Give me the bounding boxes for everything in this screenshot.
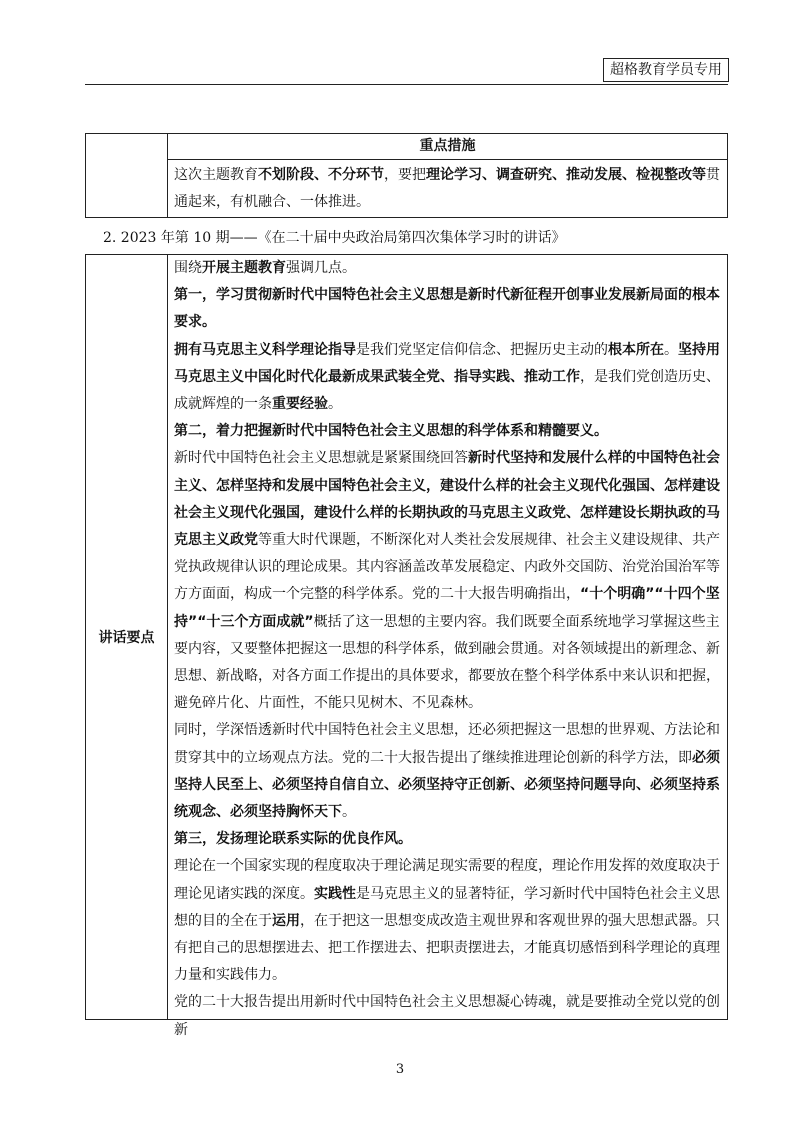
paragraph-heading: 第一，学习贯彻新时代中国特色社会主义思想是新时代新征程开创事业发展新局面的根本要求。 — [174, 287, 720, 331]
measures-content-cell — [168, 134, 728, 218]
paragraph: 党的二十大报告提出用新时代中国特色社会主义思想凝心铸魂，就是要推动全党以党的创新 — [174, 994, 720, 1038]
speech-body — [168, 255, 727, 1038]
speech-points-cell — [168, 255, 728, 1038]
paragraph: 拥有马克思主义科学理论指导是我们党坚定信仰信念、把握历史主动的根本所在。坚持用马克思主义中国化时代化最新成果武装全党、指导实践、推动工作，是我们党创造历史、成就辉煌的一条重要经验。 — [174, 341, 720, 413]
speech-table — [85, 254, 728, 1038]
paragraph: 新时代中国特色社会主义思想就是紧紧围绕回答新时代坚持和发展什么样的中国特色社会主义、怎样坚持和发展中国特色社会主义，建设什么样的社会主义现代化强国、怎样建设社会主义现代化强国，建设什么样的长期执政的马克思主义政党、怎样建设长期执政的马克思主义政党等重大时代课题，不断深化对人类社会发展规律、社会主义建设规律、共产党执政规律认识的理论成果。其内容涵盖改革发展稳定、内政外交国防、治党治国治军等方方面面，构成一个完整的科学体系。党的二十大报告明确指出，“十个明确”“十四个坚持”“十三个方面成就”概括了这一思想的主要内容。我们既要全面系统地学习掌握这些主要内容，又要整体把握这一思想的科学体系，做到融会贯通。对各领域提出的新理念、新思想、新战略，对各方面工作提出的具体要求，都要放在整个科学体系中来认识和把握，避免碎片化、片面性，不能只见树木、不见森林。 — [174, 450, 720, 712]
header-rule — [85, 84, 728, 85]
paragraph: 理论在一个国家实现的程度取决于理论满足现实需要的程度，理论作用发挥的效度取决于理论见诸实践的深度。实践性是马克思主义的显著特征，学习新时代中国特色社会主义思想的目的全在于运用，在于把这一思想变成改造主观世界和客观世界的强大思想武器。只有把自己的思想摆进去、把工作摆进去、把职责摆进去，才能真切感悟到科学理论的真理力量和实践伟力。 — [174, 858, 720, 984]
page-number: 3 — [395, 1062, 405, 1077]
paragraph: 同时，学深悟透新时代中国特色社会主义思想，还必须把握这一思想的世界观、方法论和贯穿其中的立场观点方法。党的二十大报告提出了继续推进理论创新的科学方法，即必须坚持人民至上、必须坚持自信自立、必须坚持守正创新、必须坚持问题导向、必须坚持系统观念、必须坚持胸怀天下。 — [174, 722, 720, 821]
section-caption: 2. 2023 年第 10 期——《在二十届中央政治局第四次集体学习时的讲话》 — [103, 230, 566, 246]
usage-badge: 超格教育学员专用 — [603, 58, 729, 82]
speech-points-label: 讲话要点 — [86, 255, 168, 1020]
measures-text: 这次主题教育不划阶段、不分环节，要把理论学习、调查研究、推动发展、检视整改等贯通起来，有机融合、一体推进。 — [174, 167, 720, 210]
measures-label-cell — [86, 134, 168, 218]
paragraph-heading: 第三，发扬理论联系实际的优良作风。 — [174, 831, 412, 848]
paragraph-heading: 第二，着力把握新时代中国特色社会主义思想的科学体系和精髓要义。 — [174, 423, 608, 440]
measures-title: 重点措施 — [168, 134, 727, 160]
measures-table — [85, 133, 728, 218]
paragraph: 围绕开展主题教育强调几点。 — [174, 260, 356, 276]
